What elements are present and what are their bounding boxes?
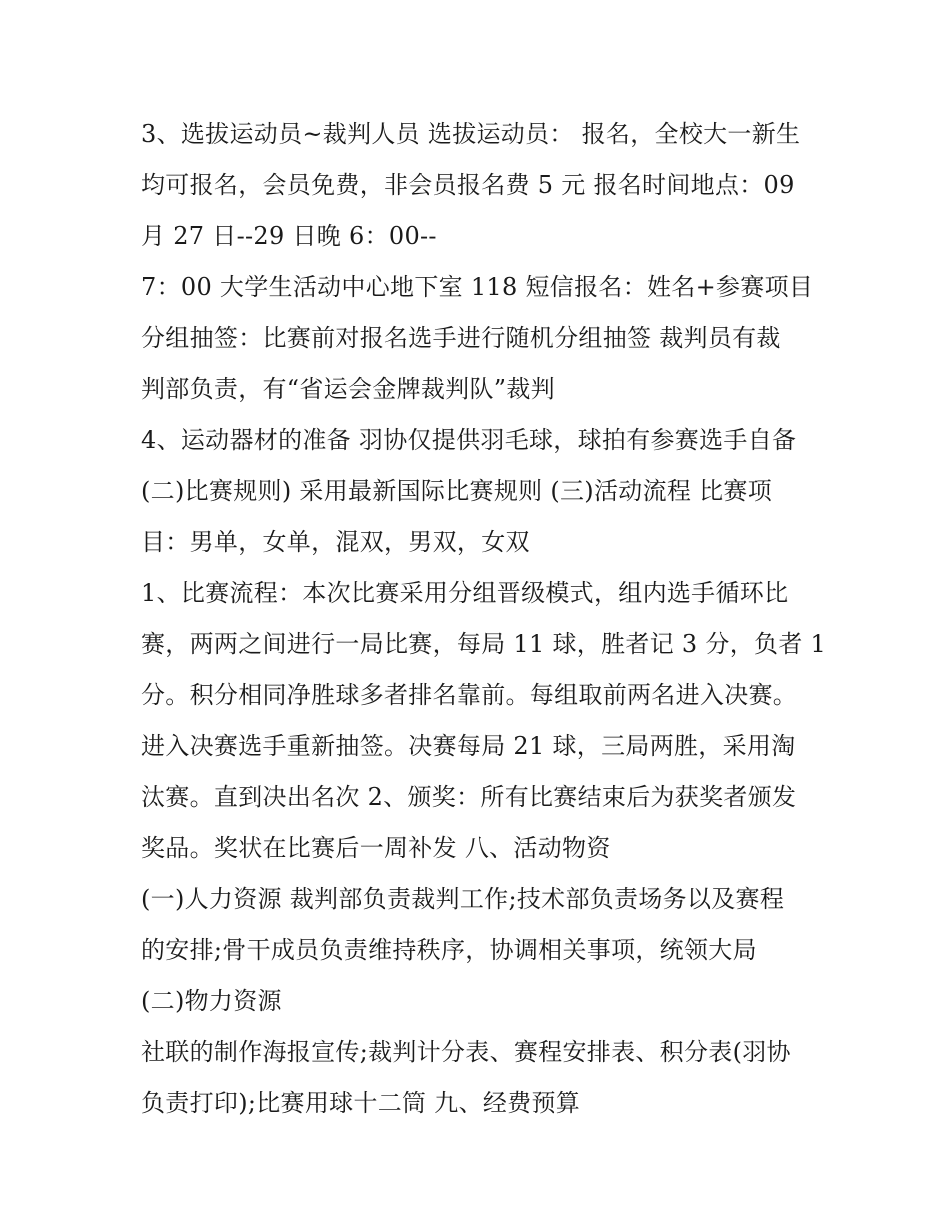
text-line: 月 27 日--29 日晚 6：00-- xyxy=(141,222,437,250)
text-line: 3、选拔运动员~裁判人员 选拔运动员： 报名，全校大一新生 xyxy=(141,120,801,148)
text-line: 赛，两两之间进行一局比赛，每局 11 球，胜者记 3 分，负者 1 xyxy=(141,630,827,658)
text-line: 社联的制作海报宣传;裁判计分表、赛程安排表、积分表(羽协 xyxy=(141,1038,791,1066)
document-body xyxy=(141,109,827,1129)
text-line: (一)人力资源 裁判部负责裁判工作;技术部负责场务以及赛程 xyxy=(141,885,785,913)
text-line: 1、比赛流程：本次比赛采用分组晋级模式，组内选手循环比 xyxy=(141,579,789,607)
text-line: 判部负责，有“省运会金牌裁判队”裁判 xyxy=(141,375,555,403)
text-line: 奖品。奖状在比赛后一周补发 八、活动物资 xyxy=(141,834,611,862)
text-line: 汰赛。直到决出名次 2、颁奖：所有比赛结束后为获奖者颁发 xyxy=(141,783,797,811)
text-line: 7：00 大学生活动中心地下室 118 短信报名：姓名+参赛项目 xyxy=(141,273,814,301)
text-line: 分组抽签：比赛前对报名选手进行随机分组抽签 裁判员有裁 xyxy=(141,324,781,352)
text-line: 分。积分相同净胜球多者排名靠前。每组取前两名进入决赛。 xyxy=(141,681,798,709)
text-line: 的安排;骨干成员负责维持秩序，协调相关事项，统领大局 xyxy=(141,936,757,964)
text-line: 进入决赛选手重新抽签。决赛每局 21 球，三局两胜，采用淘 xyxy=(141,732,796,760)
text-line: 均可报名，会员免费，非会员报名费 5 元 报名时间地点：09 xyxy=(141,171,795,199)
text-line: (二)物力资源 xyxy=(141,987,282,1015)
text-line: 4、运动器材的准备 羽协仅提供羽毛球，球拍有参赛选手自备 xyxy=(141,426,797,454)
text-line: 负责打印);比赛用球十二筒 九、经费预算 xyxy=(141,1089,581,1117)
text-line: 目：男单，女单，混双，男双，女双 xyxy=(141,528,530,556)
text-line: (二)比赛规则) 采用最新国际比赛规则 (三)活动流程 比赛项 xyxy=(141,477,773,505)
